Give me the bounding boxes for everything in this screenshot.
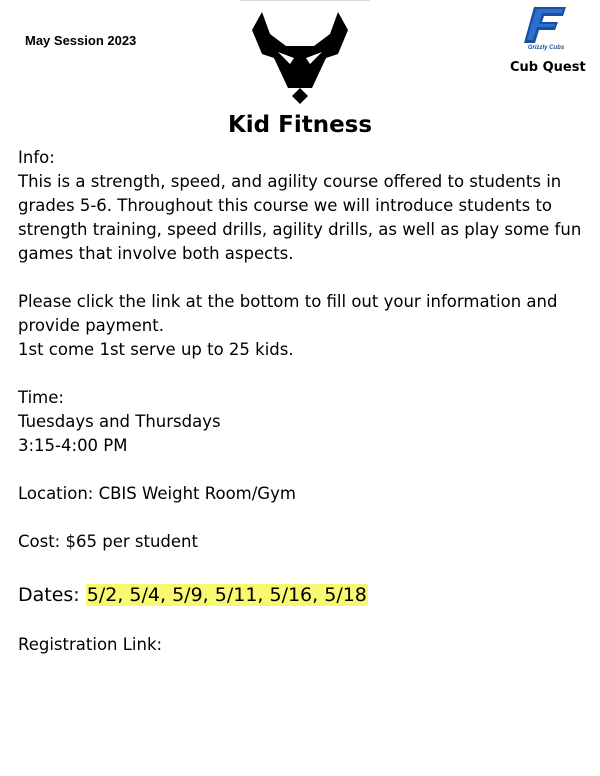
bull-head-logo-icon [250, 12, 350, 104]
time-days: Tuesdays and Thursdays [18, 412, 221, 431]
info-instructions: Please click the link at the bottom to fill out your information and provide payment. [18, 292, 558, 335]
location-text: Location: CBIS Weight Room/Gym [18, 484, 296, 503]
page-title: Kid Fitness [227, 112, 373, 138]
info-capacity: 1st come 1st serve up to 25 kids. [18, 340, 294, 359]
flyer-content [18, 146, 588, 657]
info-description: This is a strength, speed, and agility course offered to students in grades 5-6. Throughout this course we will introduce students to strength training, speed drills, agility drills, as well as play some fun games that involve both aspects. [18, 172, 582, 263]
info-label: Info: [18, 148, 55, 167]
cost-text: Cost: $65 per student [18, 532, 198, 551]
grizzly-cubs-logo [520, 5, 570, 53]
registration-label: Registration Link: [18, 635, 163, 654]
dates-label: Dates: [18, 584, 80, 606]
time-label: Time: [18, 388, 64, 407]
time-hours: 3:15-4:00 PM [18, 436, 128, 455]
cubs-logo-text: Grizzly Cubs [527, 45, 565, 51]
dates-line [18, 581, 588, 609]
grizzly-cubs-logo-icon [520, 5, 570, 45]
top-divider [240, 0, 370, 1]
org-name: Cub Quest [510, 60, 586, 75]
session-label: May Session 2023 [25, 33, 137, 48]
dates-value: 5/2, 5/4, 5/9, 5/11, 5/16, 5/18 [86, 584, 367, 606]
